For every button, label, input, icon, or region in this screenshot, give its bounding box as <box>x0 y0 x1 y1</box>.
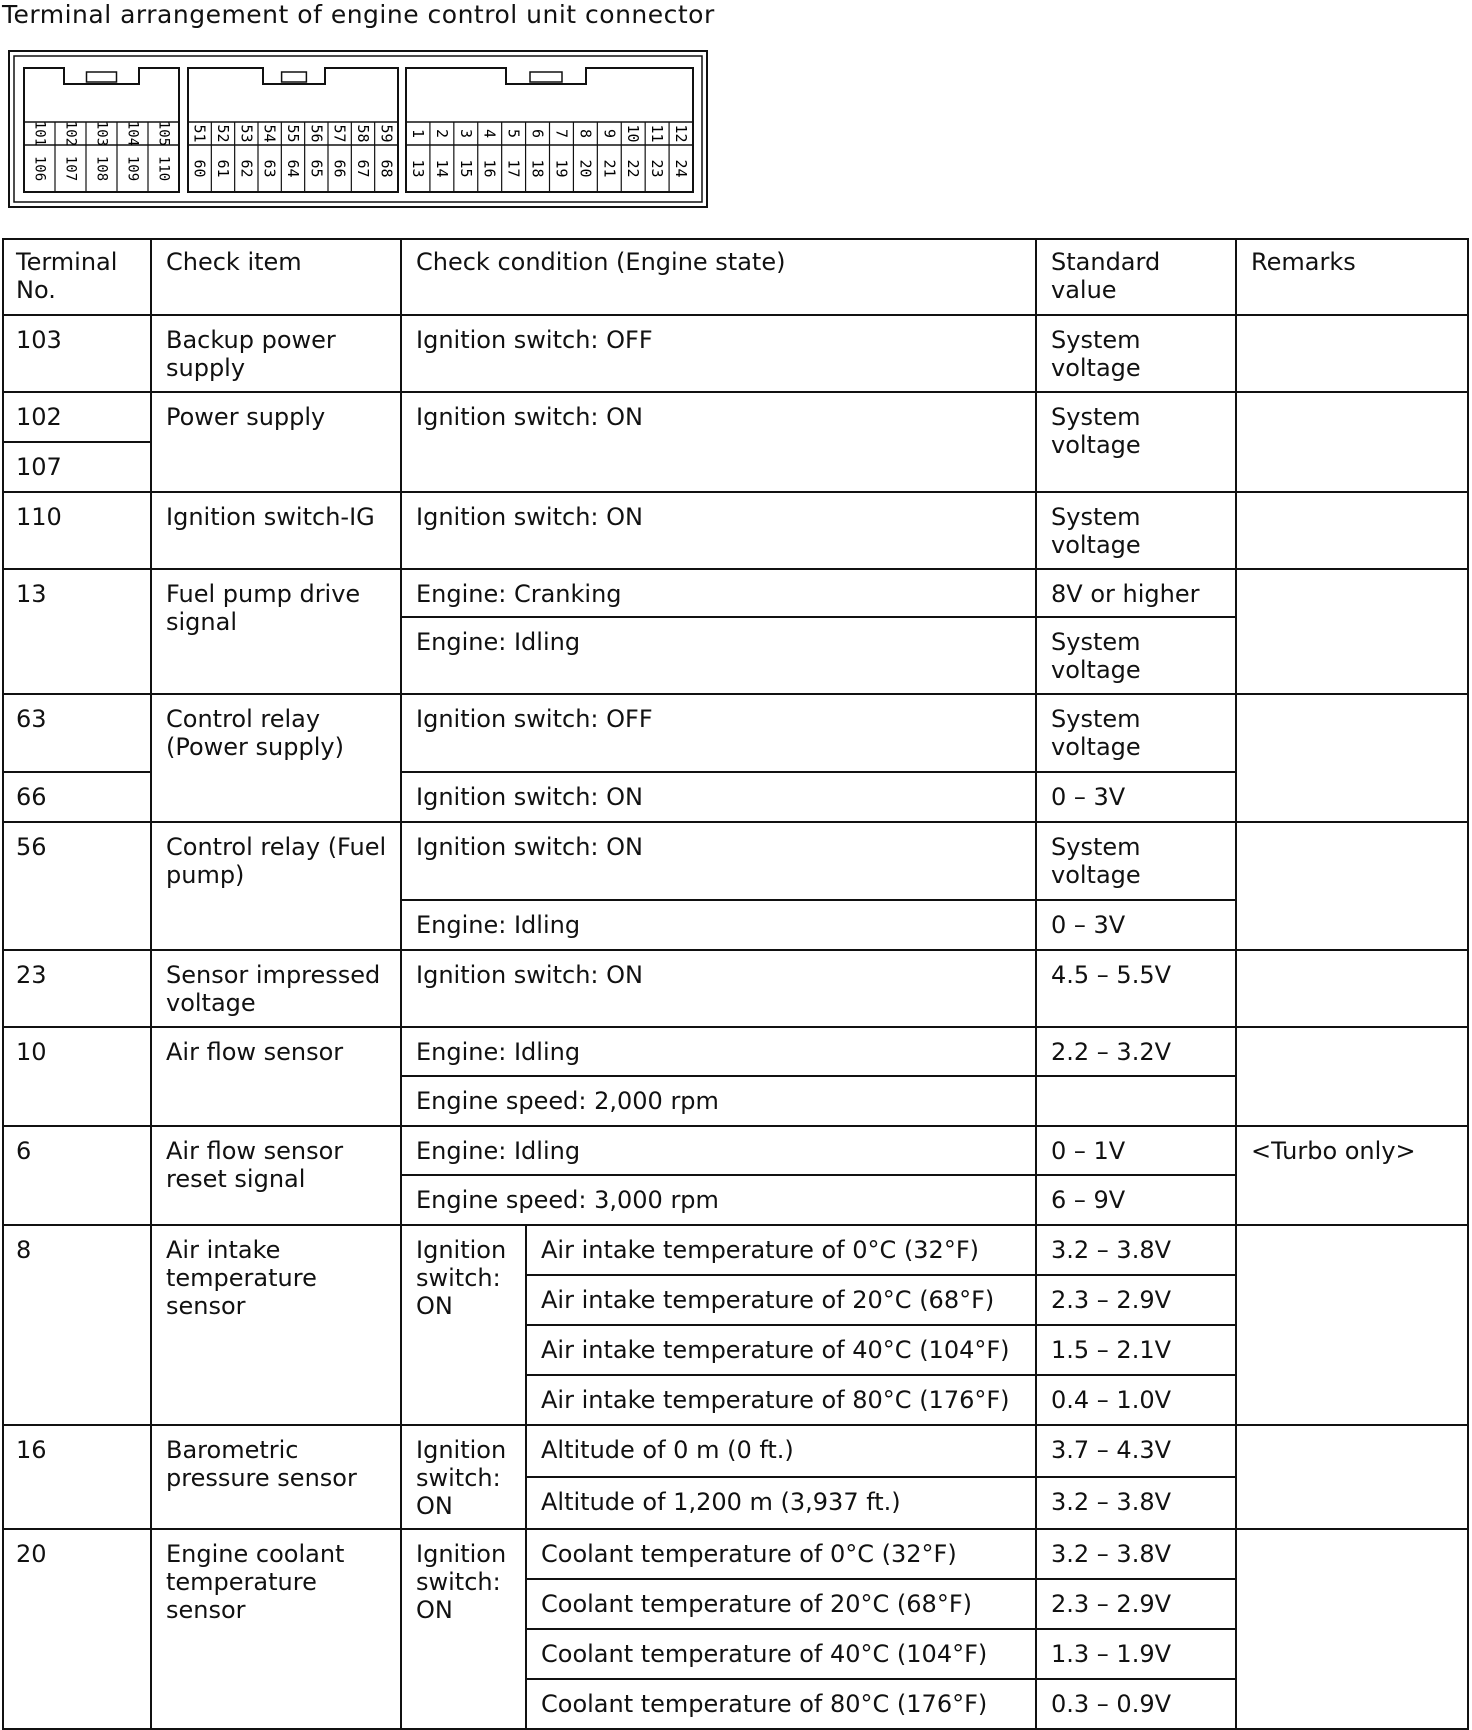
standard-value: 0 – 3V <box>1036 772 1236 822</box>
check-condition: Engine speed: 3,000 rpm <box>401 1175 1036 1225</box>
connector-pin-label: 106 <box>31 155 48 182</box>
check-condition: Coolant temperature of 20°C (68°F) <box>526 1579 1036 1629</box>
engine-state: Ignition switch: ON <box>401 1425 526 1529</box>
connector-key <box>87 72 117 82</box>
connector-pin-label: 61 <box>214 159 232 178</box>
connector-pin-label: 63 <box>260 159 279 178</box>
connector-pin-label: 21 <box>600 159 619 178</box>
connector-pin-label: 104 <box>124 120 141 147</box>
check-item: Air flow sensor <box>151 1027 401 1126</box>
check-item: Fuel pump drive signal <box>151 569 401 694</box>
connector-pin-label: 57 <box>330 124 349 143</box>
table-header-row <box>3 239 1468 315</box>
connector-pin-label: 105 <box>155 120 172 147</box>
check-condition: Engine speed: 2,000 rpm <box>401 1076 1036 1126</box>
table-row <box>3 315 1468 392</box>
connector-diagram <box>8 50 708 208</box>
connector-key <box>282 72 307 82</box>
connector-pin-label: 107 <box>62 155 79 182</box>
terminal-no: 8 <box>3 1225 151 1425</box>
check-condition: Engine: Idling <box>401 900 1036 950</box>
connector-pin-label: 59 <box>377 124 396 143</box>
connector-pin-label: 66 <box>330 159 349 178</box>
standard-value: 2.3 – 2.9V <box>1036 1275 1236 1325</box>
standard-value: 0 – 3V <box>1036 900 1236 950</box>
header-remarks: Remarks <box>1236 239 1468 315</box>
connector-pin-label: 16 <box>480 159 499 178</box>
connector-pin-label: 68 <box>377 159 396 178</box>
terminal-no: 6 <box>3 1126 151 1225</box>
connector-block-mid <box>188 68 398 192</box>
check-condition: Air intake temperature of 40°C (104°F) <box>526 1325 1036 1375</box>
standard-value: System voltage <box>1036 492 1236 569</box>
standard-value: System voltage <box>1036 822 1236 900</box>
check-condition: Air intake temperature of 80°C (176°F) <box>526 1375 1036 1425</box>
check-item: Power supply <box>151 392 401 492</box>
engine-state: Ignition switch: ON <box>401 1225 526 1425</box>
check-item: Ignition switch-IG <box>151 492 401 569</box>
connector-pin-label: 56 <box>307 124 326 143</box>
check-condition: Engine: Idling <box>401 617 1036 694</box>
remarks <box>1236 694 1468 822</box>
check-item: Control relay (Fuel pump) <box>151 822 401 950</box>
table-row <box>3 1027 1468 1076</box>
connector-pin-label: 55 <box>284 124 302 143</box>
terminal-no: 63 <box>3 694 151 772</box>
standard-value: 8V or higher <box>1036 569 1236 617</box>
check-condition: Engine: Idling <box>401 1027 1036 1076</box>
engine-state: Ignition switch: ON <box>401 1529 526 1729</box>
remarks <box>1236 1225 1468 1425</box>
standard-value: 0.3 – 0.9V <box>1036 1679 1236 1729</box>
check-condition: Coolant temperature of 0°C (32°F) <box>526 1529 1036 1579</box>
check-condition: Ignition switch: OFF <box>401 694 1036 772</box>
remarks <box>1236 392 1468 492</box>
connector-pin-label: 101 <box>31 120 48 147</box>
check-condition: Ignition switch: ON <box>401 950 1036 1027</box>
header-value: Standard value <box>1036 239 1236 315</box>
connector-pin-label: 108 <box>93 155 110 182</box>
terminal-no: 66 <box>3 772 151 822</box>
terminal-no: 56 <box>3 822 151 950</box>
standard-value: System voltage <box>1036 694 1236 772</box>
check-item: Backup power supply <box>151 315 401 392</box>
table-row <box>3 1529 1468 1579</box>
connector-pin-label: 62 <box>237 159 256 178</box>
connector-pin-label: 103 <box>93 120 110 147</box>
header-terminal: Terminal No. <box>3 239 151 315</box>
check-condition: Coolant temperature of 80°C (176°F) <box>526 1679 1036 1729</box>
connector-pin-label: 110 <box>155 155 172 182</box>
table-row <box>3 392 1468 442</box>
connector-pin-label: 4 <box>480 128 499 139</box>
check-item: Engine coolant temperature sensor <box>151 1529 401 1729</box>
terminal-no: 20 <box>3 1529 151 1729</box>
connector-pin-label: 65 <box>307 159 326 178</box>
remarks: <Turbo only> <box>1236 1126 1468 1225</box>
table-row <box>3 822 1468 900</box>
spec-table <box>2 238 1469 1730</box>
terminal-no: 13 <box>3 569 151 694</box>
table-row <box>3 1225 1468 1275</box>
connector-pin-label: 67 <box>354 159 372 178</box>
standard-value: 1.5 – 2.1V <box>1036 1325 1236 1375</box>
remarks <box>1236 492 1468 569</box>
standard-value <box>1036 1076 1236 1126</box>
check-item: Barometric pressure sensor <box>151 1425 401 1529</box>
page-title: Terminal arrangement of engine control unit connector <box>2 0 715 29</box>
terminal-no: 10 <box>3 1027 151 1126</box>
table-row <box>3 492 1468 569</box>
connector-pin-label: 12 <box>672 124 691 143</box>
check-condition: Ignition switch: ON <box>401 772 1036 822</box>
connector-pin-label: 17 <box>504 159 523 178</box>
table-row <box>3 950 1468 1027</box>
table-row <box>3 694 1468 772</box>
standard-value: 3.2 – 3.8V <box>1036 1529 1236 1579</box>
connector-pin-label: 13 <box>408 159 427 178</box>
check-condition: Engine: Idling <box>401 1126 1036 1175</box>
connector-pin-label: 24 <box>672 159 691 178</box>
connector-pin-label: 2 <box>432 128 451 139</box>
standard-value: 0 – 1V <box>1036 1126 1236 1175</box>
check-condition: Air intake temperature of 20°C (68°F) <box>526 1275 1036 1325</box>
connector-pin-label: 60 <box>190 159 209 178</box>
remarks <box>1236 1425 1468 1529</box>
header-condition: Check condition (Engine state) <box>401 239 1036 315</box>
connector-pin-label: 14 <box>432 159 451 178</box>
connector-pin-label: 102 <box>62 120 79 147</box>
check-condition: Ignition switch: OFF <box>401 315 1036 392</box>
connector-pin-label: 54 <box>260 124 279 143</box>
check-item: Control relay (Power supply) <box>151 694 401 822</box>
standard-value: 2.2 – 3.2V <box>1036 1027 1236 1076</box>
connector-pin-label: 19 <box>552 159 571 178</box>
check-condition: Ignition switch: ON <box>401 822 1036 900</box>
connector-key <box>530 72 562 82</box>
connector-pin-label: 10 <box>624 124 643 143</box>
header-item: Check item <box>151 239 401 315</box>
table-row <box>3 1425 1468 1477</box>
connector-pin-label: 7 <box>552 128 571 139</box>
connector-block-right <box>406 68 693 192</box>
connector-pin-label: 1 <box>408 128 427 139</box>
check-condition: Ignition switch: ON <box>401 492 1036 569</box>
check-condition: Coolant temperature of 40°C (104°F) <box>526 1629 1036 1679</box>
connector-pin-label: 64 <box>284 159 302 178</box>
connector-pin-label: 5 <box>504 128 523 139</box>
check-item: Sensor impressed voltage <box>151 950 401 1027</box>
check-condition: Altitude of 0 m (0 ft.) <box>526 1425 1036 1477</box>
table-row <box>3 1126 1468 1175</box>
terminal-no: 110 <box>3 492 151 569</box>
connector-pin-label: 8 <box>576 128 595 139</box>
standard-value: 3.2 – 3.8V <box>1036 1477 1236 1529</box>
remarks <box>1236 315 1468 392</box>
connector-pin-label: 109 <box>124 155 141 182</box>
connector-pin-label: 11 <box>648 124 667 143</box>
connector-pin-label: 9 <box>600 128 619 139</box>
connector-pin-label: 18 <box>528 159 547 178</box>
standard-value: 3.7 – 4.3V <box>1036 1425 1236 1477</box>
connector-pin-label: 51 <box>190 124 209 143</box>
standard-value: 0.4 – 1.0V <box>1036 1375 1236 1425</box>
connector-pin-label: 23 <box>648 159 667 178</box>
remarks <box>1236 1027 1468 1126</box>
check-item: Air flow sensor reset signal <box>151 1126 401 1225</box>
standard-value: 3.2 – 3.8V <box>1036 1225 1236 1275</box>
terminal-no: 16 <box>3 1425 151 1529</box>
terminal-no: 102 <box>3 392 151 442</box>
remarks <box>1236 950 1468 1027</box>
connector-pin-label: 22 <box>624 159 643 178</box>
connector-block-left <box>24 68 179 192</box>
terminal-no: 107 <box>3 442 151 492</box>
standard-value: 2.3 – 2.9V <box>1036 1579 1236 1629</box>
connector-pin-label: 6 <box>528 128 547 139</box>
standard-value: 1.3 – 1.9V <box>1036 1629 1236 1679</box>
standard-value: 4.5 – 5.5V <box>1036 950 1236 1027</box>
connector-pin-label: 3 <box>456 128 475 139</box>
standard-value: System voltage <box>1036 617 1236 694</box>
standard-value: System voltage <box>1036 392 1236 492</box>
connector-pin-label: 53 <box>237 124 256 143</box>
connector-pin-label: 58 <box>354 124 372 143</box>
remarks <box>1236 822 1468 950</box>
remarks <box>1236 1529 1468 1729</box>
check-condition: Altitude of 1,200 m (3,937 ft.) <box>526 1477 1036 1529</box>
check-condition: Air intake temperature of 0°C (32°F) <box>526 1225 1036 1275</box>
terminal-no: 103 <box>3 315 151 392</box>
standard-value: System voltage <box>1036 315 1236 392</box>
terminal-no: 23 <box>3 950 151 1027</box>
check-item: Air intake temperature sensor <box>151 1225 401 1425</box>
check-condition: Ignition switch: ON <box>401 392 1036 492</box>
connector-pin-label: 20 <box>576 159 595 178</box>
connector-pin-label: 52 <box>214 124 232 143</box>
standard-value: 6 – 9V <box>1036 1175 1236 1225</box>
table-row <box>3 569 1468 617</box>
connector-pin-label: 15 <box>456 159 475 178</box>
remarks <box>1236 569 1468 694</box>
check-condition: Engine: Cranking <box>401 569 1036 617</box>
